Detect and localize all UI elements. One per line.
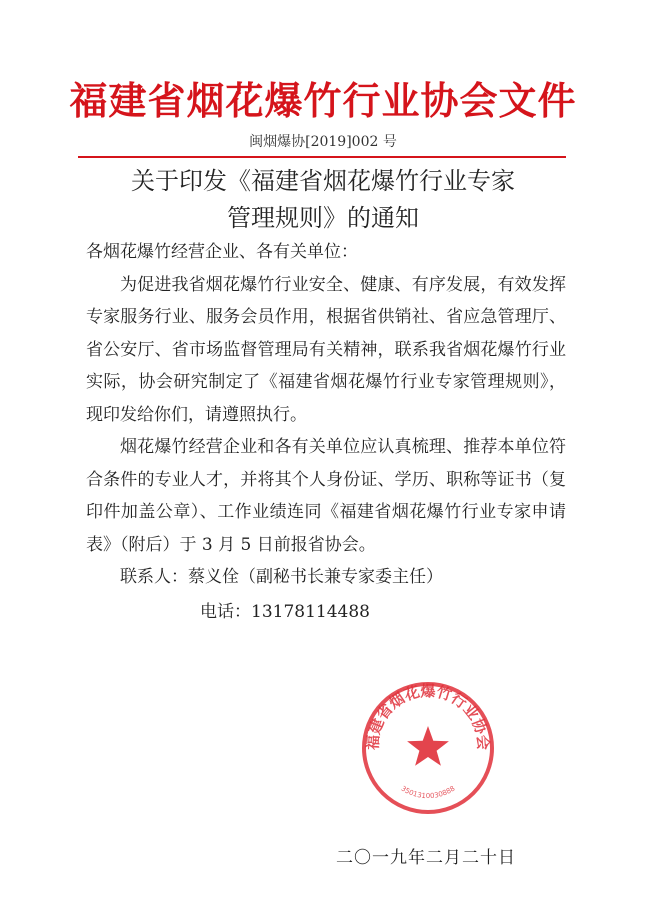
contact-phone: 电话：13178114488 bbox=[200, 601, 370, 622]
seal-serial: 3501310030888 bbox=[399, 784, 457, 801]
document-number: 闽烟爆协[2019]002 号 bbox=[249, 134, 397, 150]
paragraph-purpose: 为促进我省烟花爆竹行业安全、健康、有序发展，有效发挥专家服务行业、服务会员作用，根据省供销社、省应急管理厅、省公安厅、省市场监督管理局有关精神，联系我省烟花爆竹行业实际，协会研究制定了《福建省烟花爆竹行业专家管理规则》，现印发给你们，请遵照执行。 bbox=[86, 274, 566, 425]
org-header-title: 福建省烟花爆竹行业协会文件 bbox=[69, 79, 577, 123]
official-seal-stamp bbox=[358, 678, 498, 818]
paragraph-instructions: 烟花爆竹经营企业和各有关单位应认真梳理、推荐本单位符合条件的专业人才，并将其个人身份证、学历、职称等证书（复印件加盖公章）、工作业绩连同《福建省烟花爆竹行业专家申请表》（附后）于 3 月 5 日前报省协会。 bbox=[86, 437, 566, 555]
issue-date: 二〇一九年二月二十日 bbox=[336, 848, 516, 868]
contact-person: 联系人：蔡义佺（副秘书长兼专家委主任） bbox=[120, 567, 443, 587]
notice-body bbox=[86, 236, 566, 628]
header-red-rule bbox=[78, 156, 566, 158]
seal-text: 福建省烟花爆竹行业协会 bbox=[363, 682, 493, 751]
notice-title-line1: 关于印发《福建省烟花爆竹行业专家 bbox=[131, 167, 515, 195]
notice-title-line2: 管理规则》的通知 bbox=[227, 204, 419, 232]
seal-star-icon bbox=[407, 726, 449, 766]
salutation: 各烟花爆竹经营企业、各有关单位： bbox=[86, 242, 358, 262]
notice-title bbox=[0, 163, 646, 237]
